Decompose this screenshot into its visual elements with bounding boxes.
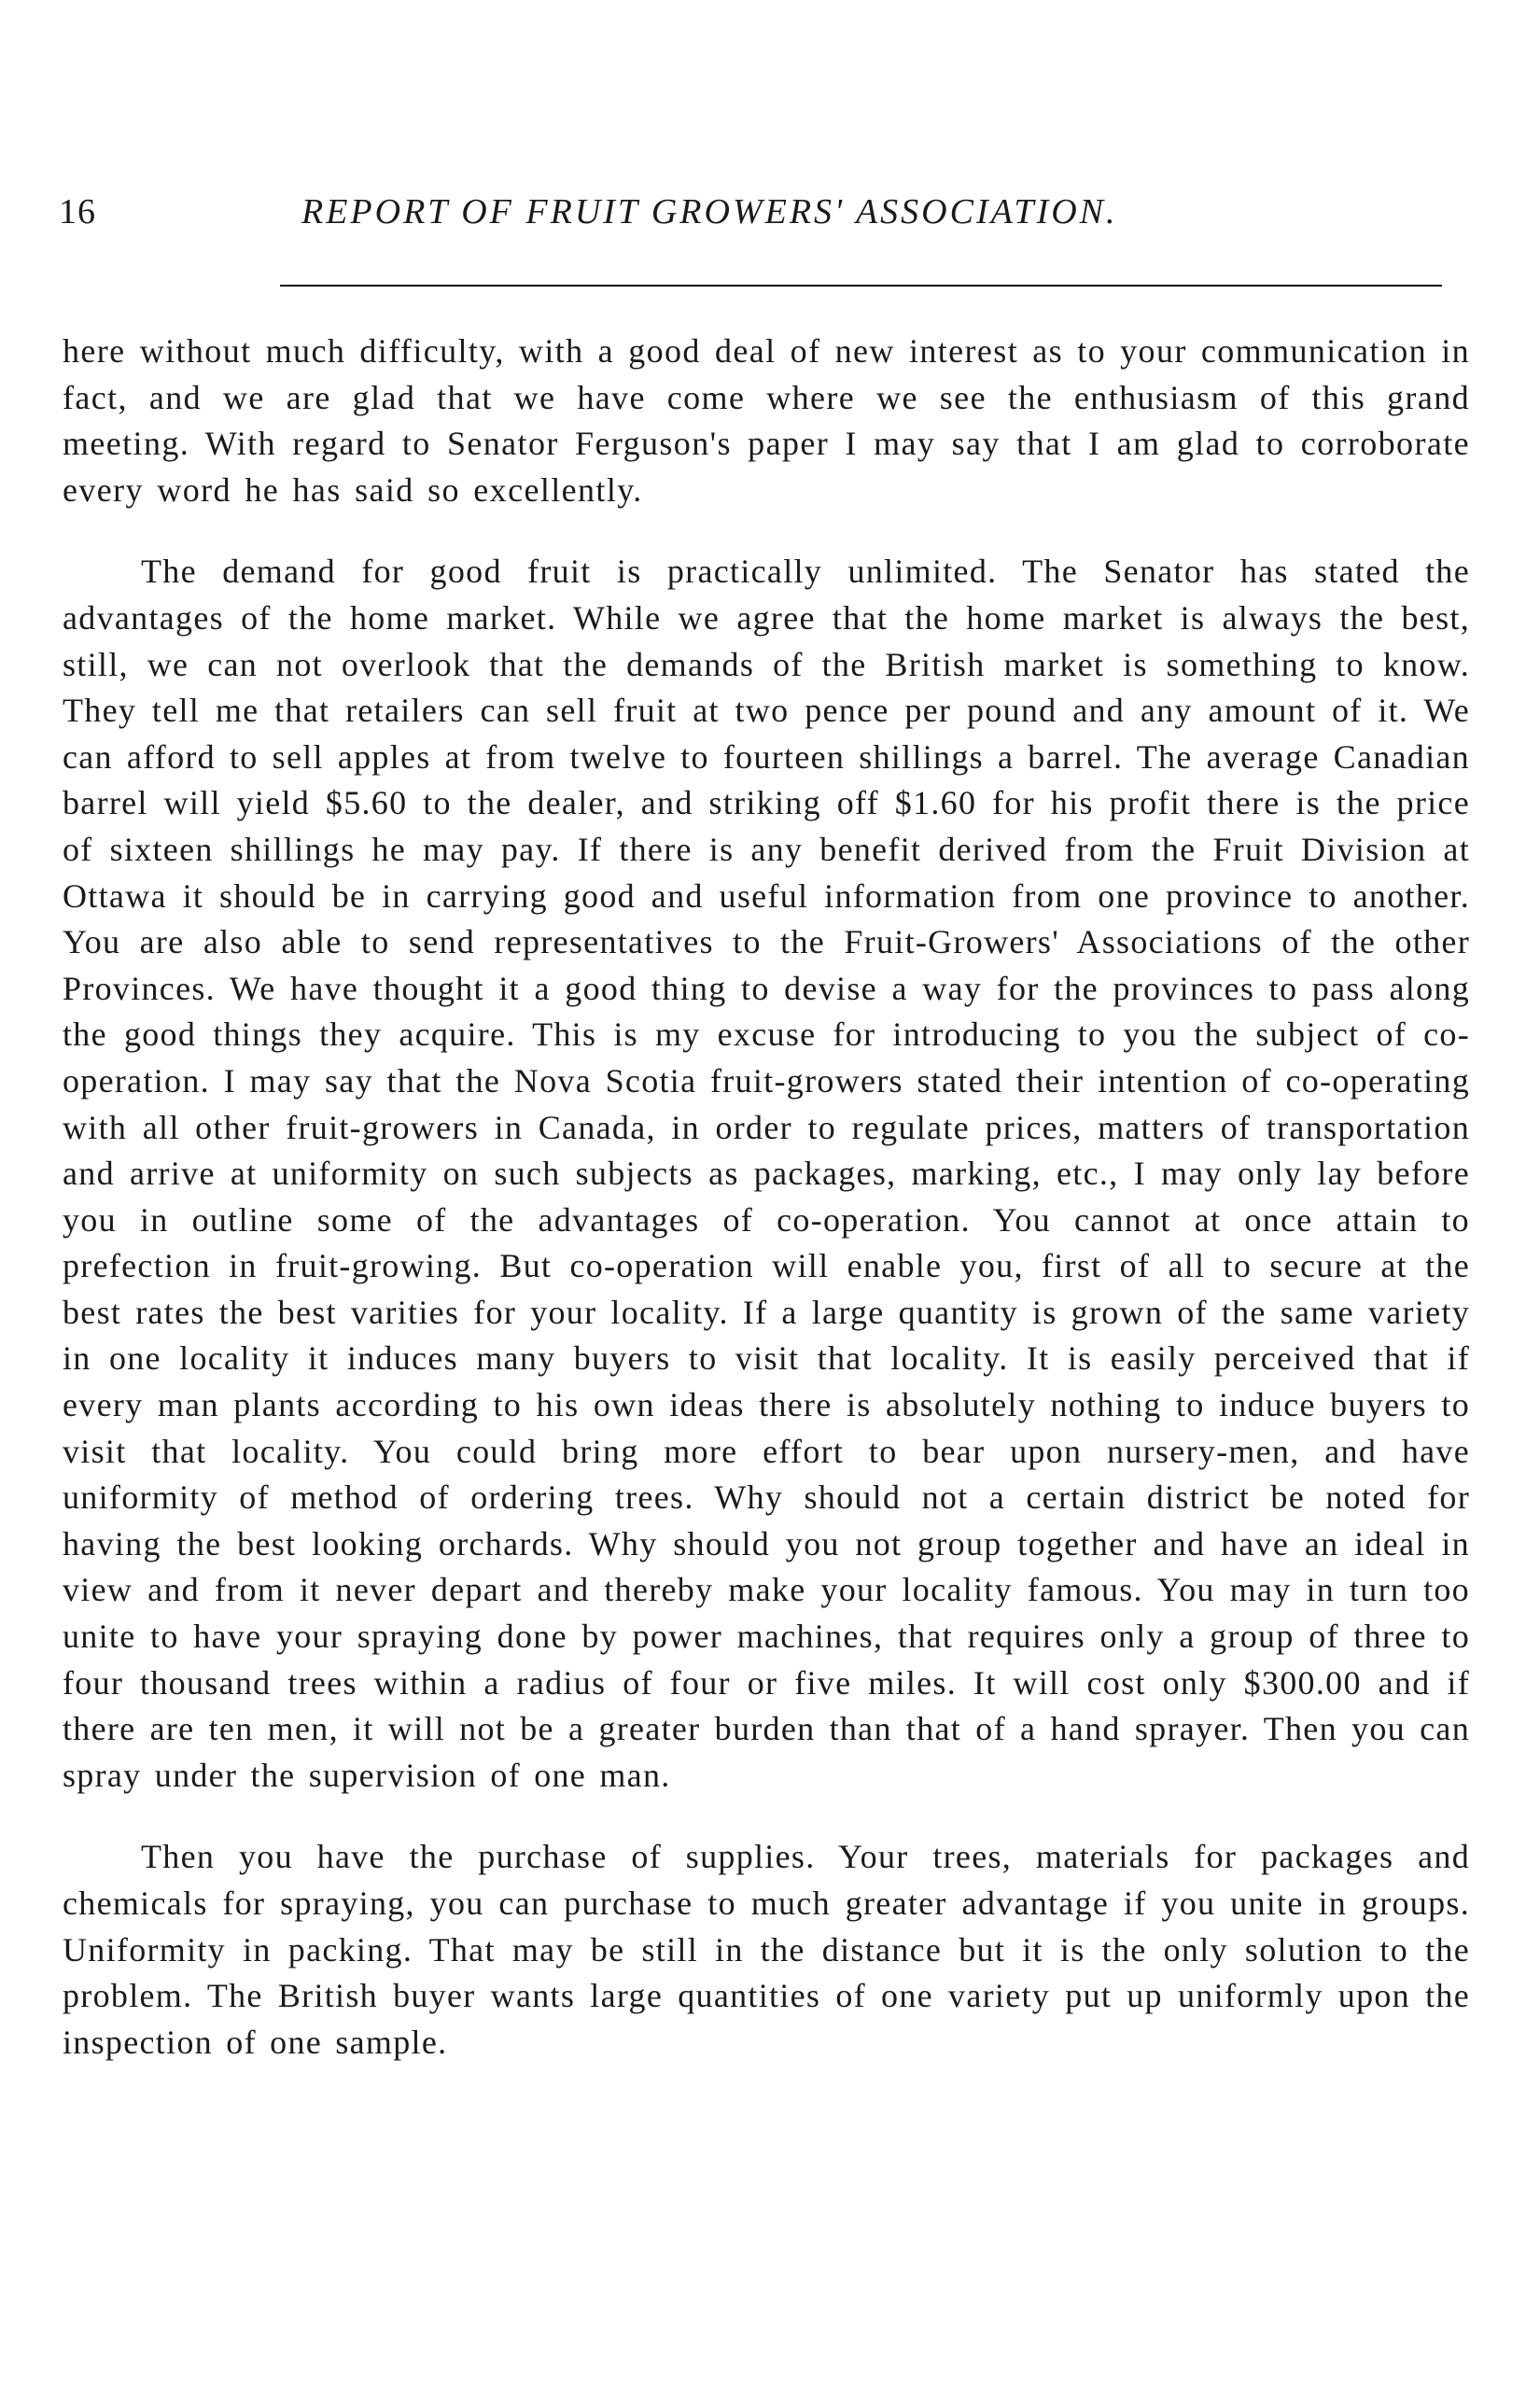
paragraph-1: here without much difficulty, with a good deal of new interest as to your communication in fact, and we are glad that we have come where we see the enthusiasm of this grand meeting. With regard to Senator Ferguson's paper I may say that I am glad to corroborate every word he has said so excellently.	[63, 332, 1470, 509]
page-number: 16	[59, 192, 96, 231]
paragraph-3: Then you have the purchase of supplies. Your trees, materials for packages and chemicals for spraying, you can purchase to much greater advantage if you unite in groups. Uniformity in packing. That may be still in the distance but it is the only solution to the problem. The British buyer wants large quantities of one variety put up uniformly upon the inspection of one sample.	[63, 1838, 1470, 2061]
page-header	[59, 191, 1477, 247]
header-rule	[280, 285, 1442, 287]
running-head: REPORT OF FRUIT GROWERS' ASSOCIATION.	[301, 192, 1118, 231]
paragraph-2: The demand for good fruit is practically unlimited. The Senator has stated the advantages of the home market. While we agree that the home market is always the best, still, we can not overlook that the demands of the British market is something to know. They tell me that retailers can sell fruit at two pence per pound and any amount of it. We can afford to sell apples at from twelve to fourteen shillings a barrel. The average Canadian barrel will yield $5.60 to the dealer, and striking off $1.60 for his profit there is the price of sixteen shillings he may pay. If there is any benefit derived from the Fruit Division at Ottawa it should be in carrying good and useful information from one province to another. You are also able to send representatives to the Fruit-Growers' Associations of the other Provinces. We have thought it a good thing to devise a way for the provinces to pass along the good things they acquire. This is my excuse for introducing to you the subject of co-operation. I may say that the Nova Scotia fruit-growers stated their intention of co-operating with all other fruit-growers in Canada, in order to regulate prices, matters of transportation and arrive at uniformity on such subjects as packages, marking, etc., I may only lay before you in outline some of the advantages of co-operation. You cannot at once attain to prefection in fruit-growing. But co-operation will enable you, first of all to secure at the best rates the best varities for your locality. If a large quantity is grown of the same variety in one locality it induces many buyers to visit that locality. It is easily perceived that if every man plants according to his own ideas there is absolutely nothing to induce buyers to visit that locality. You could bring more effort to bear upon nursery-men, and have uniformity of method of ordering trees. Why should not a certain district be noted for having the best looking orchards. Why should you not group together and have an ideal in view and from it never depart and thereby make your locality famous. You may in turn too unite to have your spraying done by power machines, that requires only a group of three to four thousand trees within a radius of four or five miles. It will cost only $300.00 and if there are ten men, it will not be a greater burden than that of a hand sprayer. Then you can spray under the supervision of one man.	[63, 553, 1470, 1794]
body-text	[63, 329, 1470, 2066]
